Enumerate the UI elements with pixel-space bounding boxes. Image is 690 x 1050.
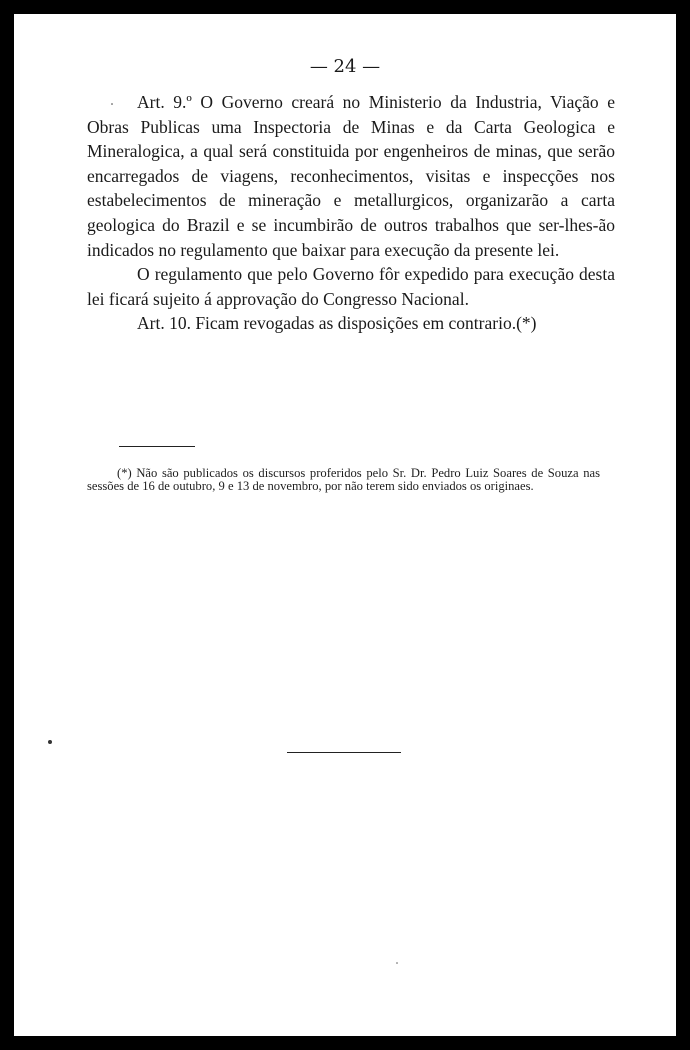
footnote: (*) Não são publicados os discursos proferidos pelo Sr. Dr. Pedro Luiz Soares de Souza nas sessões de 16 de outubro, 9 e 13 de novembro, por não terem sido enviados os originaes. xyxy=(87,466,600,493)
page-number: — 24 — xyxy=(309,56,381,77)
footnote-separator xyxy=(119,446,195,447)
margin-speck xyxy=(111,103,113,105)
end-of-text-rule xyxy=(287,752,401,753)
regulation-paragraph: O regulamento que pelo Governo fôr expedido para execução desta lei ficará sujeito á approvação do Congresso Nacional. xyxy=(87,264,615,309)
margin-speck xyxy=(48,740,52,744)
article-9-paragraph: Art. 9.º O Governo creará no Ministerio da Industria, Viação e Obras Publicas uma Inspectoria de Minas e da Carta Geologica e Mineralogica, a qual será constituida por engenheiros de minas, que serão encarregados de viagens, reconhecimentos, visitas e inspecções nos estabelecimentos de mineração e metallurgicos, organizarão a carta geologica do Brazil e se incumbirão de outros trabalhos que ser-lhes-ão indicados no regulamento que baixar para execução da presente lei. xyxy=(87,92,615,260)
margin-speck xyxy=(396,962,398,964)
body-text xyxy=(87,90,615,336)
document-page xyxy=(14,14,676,1036)
article-10-paragraph: Art. 10. Ficam revogadas as disposições em contrario.(*) xyxy=(137,313,537,334)
